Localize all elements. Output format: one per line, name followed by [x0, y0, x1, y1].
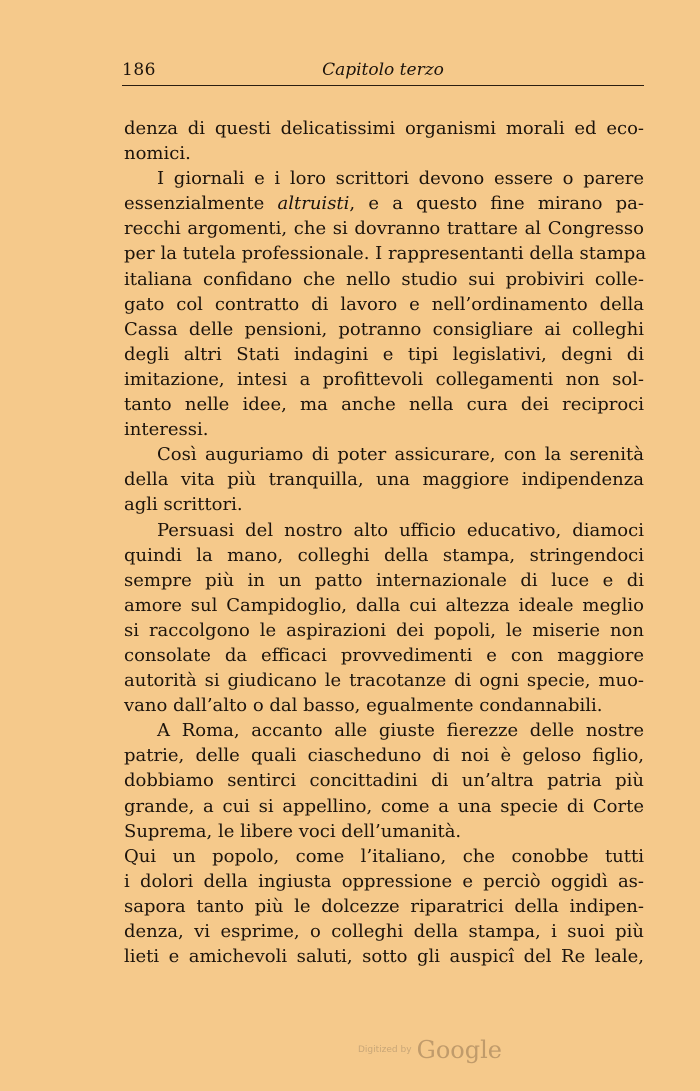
text-line: italiana confidano che nello studio sui probiviri colle-	[124, 268, 644, 290]
text-line: patrie, delle quali ciascheduno di noi è geloso figlio,	[124, 745, 644, 767]
text-line: grande, a cui si appellino, come a una specie di Corte	[124, 795, 644, 817]
text-line: lieti e amichevoli saluti, sotto gli auspicî del Re leale,	[124, 946, 644, 968]
text-line: consolate da efficaci provvedimenti e con maggiore	[124, 644, 644, 666]
digitized-watermark	[358, 1036, 502, 1064]
paragraph	[124, 442, 644, 517]
text-line: amore sul Campidoglio, dalla cui altezza ideale meglio	[124, 594, 644, 616]
text-line: dobbiamo sentirci concittadini di un’altra patria più	[124, 770, 644, 792]
text-line: denza, vi esprime, o colleghi della stampa, i suoi più	[124, 921, 644, 942]
text-line: Cassa delle pensioni, potranno consigliare ai colleghi	[124, 318, 644, 340]
body-text	[124, 116, 647, 969]
paragraph	[124, 166, 647, 442]
text-line: gato col contratto di lavoro e nell’ordinamento della	[124, 293, 644, 315]
paragraph	[124, 116, 644, 166]
text-line: per la tutela professionale. I rappresentanti della stampa	[124, 243, 647, 265]
text-line: Persuasi del nostro alto ufficio educativo, diamoci	[157, 519, 644, 541]
paragraph	[124, 718, 644, 843]
text-line: Suprema, le libere voci dell’umanità.	[124, 820, 462, 842]
page-header	[122, 60, 644, 84]
text-line: si raccolgono le aspirazioni dei popoli, le miserie non	[124, 619, 644, 641]
digitized-by-label: Digitized by	[358, 1045, 412, 1055]
text-line: autorità si giudicano le tracotanze di ogni specie, muo-	[124, 670, 644, 692]
header-rule	[122, 85, 644, 86]
text-line: imitazione, intesi a profittevoli collegamenti non sol-	[124, 368, 644, 390]
text-line: i dolori della ingiusta oppressione e perciò oggidì as-	[124, 870, 644, 892]
text-line: agli scrittori.	[124, 494, 243, 516]
text-line: della vita più tranquilla, una maggiore indipendenza	[124, 469, 644, 491]
text-line: essenzialmente altruisti, e a questo fine mirano pa-	[124, 193, 644, 215]
text-line: tanto nelle idee, ma anche nella cura dei reciproci	[124, 394, 644, 416]
page-number: 186	[122, 60, 156, 80]
text-line: degli altri Stati indagini e tipi legislativi, degni di	[124, 343, 644, 365]
paragraph	[124, 844, 644, 969]
text-line: denza di questi delicatissimi organismi morali ed eco-	[124, 118, 644, 139]
text-line: Così auguriamo di poter assicurare, con la serenità	[157, 444, 644, 466]
text-line: recchi argomenti, che si dovranno trattare al Congresso	[124, 218, 644, 240]
text-line: interessi.	[124, 419, 209, 441]
google-logo: Google	[416, 1036, 502, 1064]
running-head: Capitolo terzo	[322, 60, 444, 80]
text-line: Qui un popolo, come l’italiano, che conobbe tutti	[124, 845, 644, 867]
text-line: sapora tanto più le dolcezze riparatrici della indipen-	[124, 895, 644, 917]
text-line: A Roma, accanto alle giuste fierezze delle nostre	[157, 720, 644, 742]
text-line: vano dall’alto o dal basso, egualmente condannabili.	[124, 695, 603, 717]
text-line: quindi la mano, colleghi della stampa, stringendoci	[124, 544, 644, 566]
text-line: nomici.	[124, 143, 191, 165]
text-line: sempre più in un patto internazionale di luce e di	[124, 569, 644, 591]
text-line: I giornali e i loro scrittori devono essere o parere	[157, 168, 644, 190]
paragraph	[124, 518, 644, 719]
